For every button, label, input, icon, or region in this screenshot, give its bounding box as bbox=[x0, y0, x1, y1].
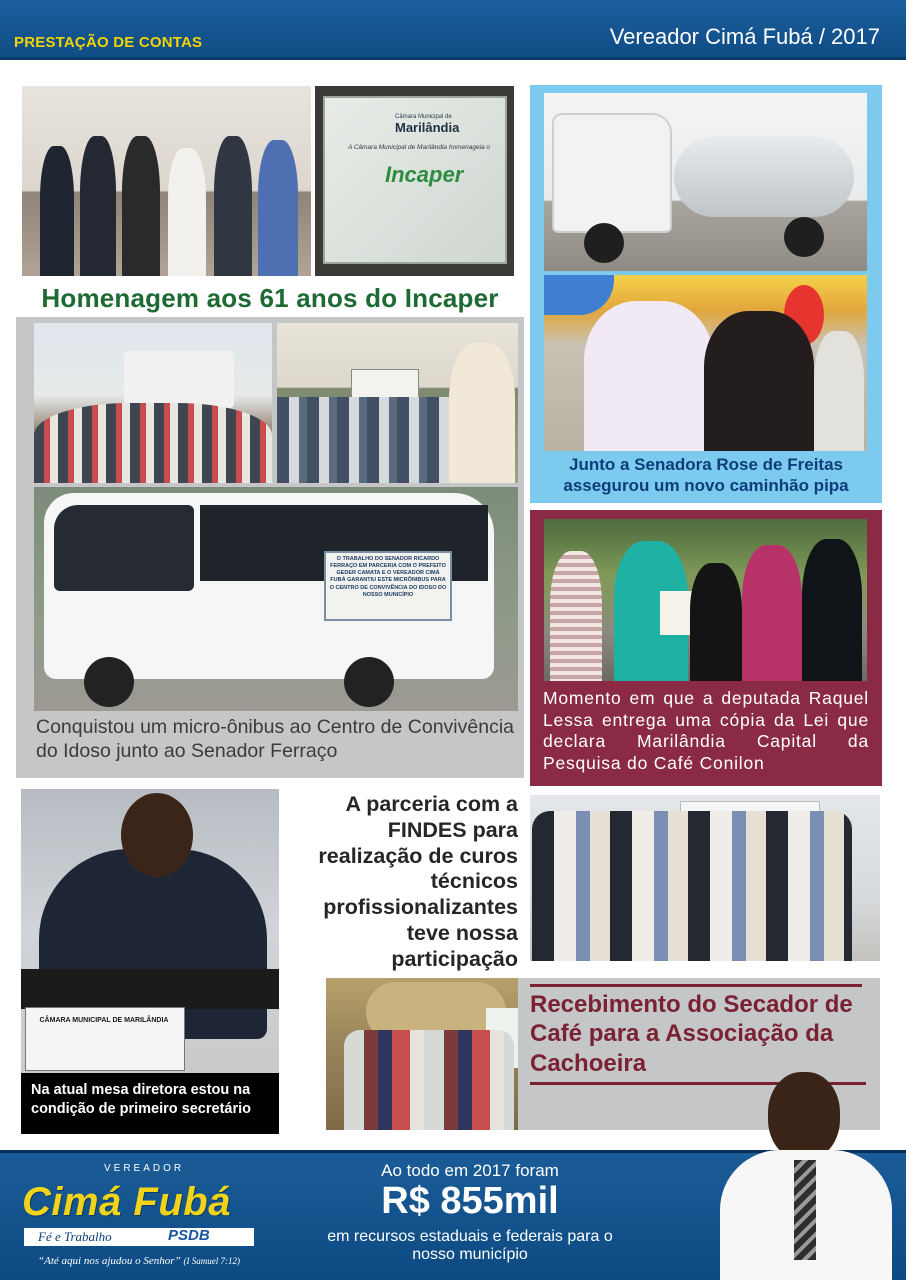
footer-name-logo: Cimá Fubá bbox=[22, 1180, 231, 1224]
secador-rule-top bbox=[530, 984, 862, 987]
secador-caption: Recebimento do Secador de Café para a Associação da Cachoeira bbox=[530, 991, 853, 1077]
truck-cab bbox=[552, 113, 672, 233]
raquel-caption: Momento em que a deputada Raquel Lessa entrega uma cópia da Lei que declara Marilândia Capital da Pesquisa do Café Conilon bbox=[543, 688, 869, 774]
footer-verse-text: “Até aqui nos ajudou o Senhor” bbox=[38, 1255, 181, 1267]
mesa-caption: Na atual mesa diretora estou na condição de primeiro secretário bbox=[31, 1082, 251, 1117]
header-title-right: Vereador Cimá Fubá / 2017 bbox=[609, 24, 880, 49]
photo-deputada-raquel bbox=[544, 519, 867, 681]
footer-total-amount: R$ 855mil bbox=[381, 1180, 559, 1222]
photo-micro-onibus bbox=[34, 487, 518, 711]
plaque-city: Marilândia bbox=[395, 120, 460, 135]
footer-slogan: Fé e Trabalho bbox=[38, 1229, 112, 1244]
bus-banner: O TRABALHO DO SENADOR RICARDO FERRAÇO EM PARCERIA COM O PREFEITO GEDER CAMATA E O VEREADOR CIMÁ FUBÁ GARANTIU ESTE MICRÔNIBUS PARA O CENTRO DE CONVIVÊNCIA DO IDOSO DO NOSSO MUNICÍPIO bbox=[324, 551, 452, 621]
findes-caption: A parceria com a FINDES para realização de curos técnicos profissionalizantes teve nossa participação bbox=[318, 792, 518, 971]
rose-caption: Junto a Senadora Rose de Freitas assegurou um novo caminhão pipa bbox=[563, 455, 849, 495]
photo-findes bbox=[530, 795, 880, 961]
footer-total-line2: em recursos estaduais e federais para o nosso município bbox=[327, 1228, 613, 1264]
photo-secador-cafe bbox=[326, 978, 518, 1130]
bus-caption: Conquistou um micro-ônibus ao Centro de Convivência do Idoso junto ao Senador Ferraço bbox=[36, 716, 514, 762]
nameplate-text: CÂMARA MUNICIPAL DE MARILÂNDIA bbox=[39, 1017, 169, 1024]
footer-verse bbox=[38, 1255, 240, 1267]
plaque-incaper-logo: Incaper bbox=[385, 162, 464, 187]
photo-incaper-plaque bbox=[315, 86, 514, 276]
photo-caminhao-pipa bbox=[544, 93, 867, 271]
incaper-heading: Homenagem aos 61 anos do Incaper bbox=[41, 283, 499, 313]
photo-bus-meeting bbox=[277, 323, 518, 483]
plaque-line: A Câmara Municipal de Marilândia homenageia o bbox=[347, 144, 491, 151]
truck-tank bbox=[674, 137, 854, 217]
photo-incaper-homage-group bbox=[22, 86, 311, 276]
psdb-logo: PSDB bbox=[168, 1227, 210, 1244]
footer-total-line1: Ao todo em 2017 foram bbox=[381, 1161, 559, 1180]
photo-bus-group bbox=[34, 323, 272, 483]
photo-senadora-rose bbox=[544, 275, 867, 451]
header-title-left: PRESTAÇÃO DE CONTAS bbox=[14, 34, 203, 51]
photo-vereador-portrait bbox=[712, 1072, 892, 1280]
bus-window-front bbox=[54, 505, 194, 591]
footer-vereador-label: VEREADOR bbox=[104, 1163, 185, 1174]
portrait-head bbox=[768, 1072, 840, 1160]
footer-verse-ref: (I Samuel 7:12) bbox=[183, 1256, 240, 1266]
portrait-tie bbox=[794, 1160, 816, 1260]
plaque-chamber: Câmara Municipal de bbox=[395, 114, 452, 120]
